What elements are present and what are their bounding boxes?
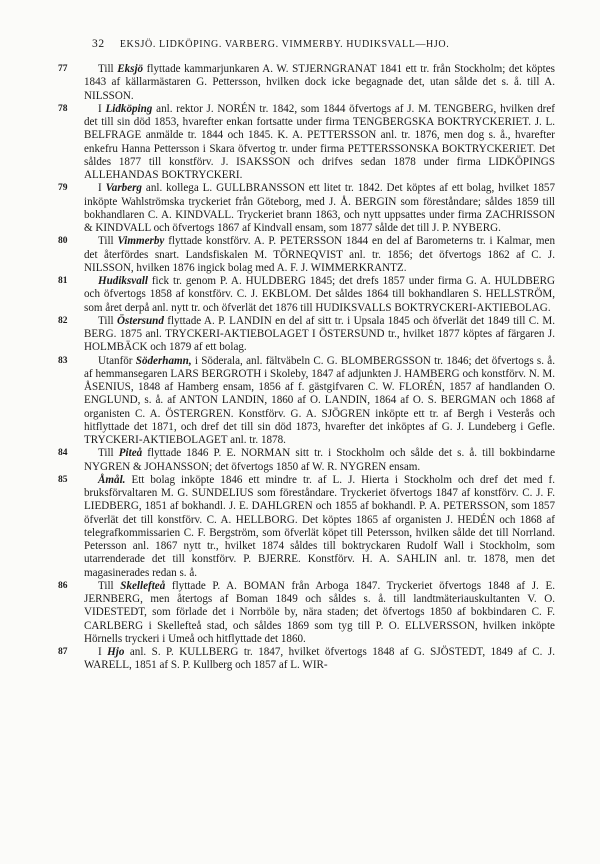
entry-number: 83 xyxy=(58,355,68,366)
entry-77 xyxy=(58,63,555,103)
place-name: Söderhamn, xyxy=(135,354,192,367)
entry-80 xyxy=(58,235,555,275)
entry-text: flyttade P. A. BOMAN från Arboga 1847. Tryckeriet öfvertogs 1848 af J. E. JERNBERG, men återtogs af Boman 1849 och såldes s. å. till landtmäteriauskultanten V. O. VIDESTEDT, som förlade det i Norrböle by, nära staden; det öfvertogs 1850 af bokbindaren C. F. CARLBERG i Skellefteå stad, och såldes 1869 som tyg till P. O. ELLVERSSON, hvilken inköpte Hörnells tryckeri i Umeå och hitflyttade det 1860. xyxy=(84,579,555,645)
entry-79 xyxy=(58,182,555,235)
entry-83 xyxy=(58,355,555,448)
entry-text: anl. rektor J. NORÉN tr. 1842, som 1844 öfvertogs af J. M. TENGBERG, hvilken dref det till sin död 1853, hvarefter enkan fortsatte under firma TENGBERGSKA BOKTRYCKERIET. J. L. BELFRAGE anmälde tr. 1844 och 1845. K. A. PETTERSSON anl. tr. 1876, men dog s. å., hvarefter enkefru Hanna Pettersson i Skara öfvertog tr. under firma PETTERSSONSKA BOKTRYCKERIET. Det såldes 1877 till konstförv. J. ISAKSSON och drifves sedan 1878 under firma LIDKÖPINGS ALLEHANDAS BOKTRYCKERI. xyxy=(84,102,555,181)
entry-81 xyxy=(58,275,555,315)
entry-lead: Till xyxy=(98,579,114,592)
place-name: Eksjö xyxy=(117,63,144,75)
entry-number: 79 xyxy=(58,183,68,194)
entry-85 xyxy=(58,474,555,580)
entry-number: 85 xyxy=(58,474,68,485)
entry-text: anl. S. P. KULLBERG tr. 1847, hvilket öfvertogs 1848 af G. SJÖSTEDT, 1849 af C. J. WARELL, 1851 af S. P. Kullberg och 1857 af L. WIR- xyxy=(84,646,555,672)
entry-text: flyttade A. P. LANDIN en del af sitt tr. i Upsala 1845 och öfverlät det 1849 till C. M. BERG. 1875 anl. TRYCKERI-AKTIEBOLAGET I ÖSTERSUND tr., hvilket 1877 köptes af färgaren J. HOLMBÄCK och 1879 af ett bolag. xyxy=(84,314,555,354)
entry-lead: Utanför xyxy=(98,354,133,367)
entry-lead: Till xyxy=(98,447,114,460)
entry-number: 81 xyxy=(58,276,68,286)
place-name: Skellefteå xyxy=(120,579,166,592)
entry-lead: I xyxy=(98,102,102,115)
place-name: Åmål. xyxy=(98,473,126,486)
entry-84 xyxy=(58,447,555,474)
entry-82 xyxy=(58,315,555,355)
entry-86 xyxy=(58,580,555,646)
entry-87 xyxy=(58,646,555,673)
entry-list xyxy=(58,63,555,673)
entry-lead: Till xyxy=(98,235,114,248)
place-name: Vimmerby xyxy=(117,235,165,248)
entry-number: 82 xyxy=(58,315,68,326)
place-name: Varberg xyxy=(105,182,142,195)
place-name: Hjo xyxy=(107,646,125,658)
place-name: Östersund xyxy=(117,314,164,327)
entry-lead: Till xyxy=(98,314,114,327)
entry-text: flyttade konstförv. A. P. PETERSSON 1844 en del af Barometerns tr. i Kalmar, men det återfördes snart. Landsfiskalen M. TÖRNEQVIST anl. tr. 1856; det öfvertogs 1862 af C. J. NILSSON, hvilken 1876 ingick bolag med A. F. J. WIMMERKRANTZ. xyxy=(84,235,556,274)
entry-number: 77 xyxy=(58,64,68,74)
place-name: Lidköping xyxy=(105,102,153,115)
entry-text: flyttade kammarjunkaren A. W. STJERNGRANAT 1841 ett tr. från Stockholm; det köptes 1843 af källarmästaren G. Pettersson, hvilken dock icke begagnade det, utan sålde det s. å. till A. NILSSON. xyxy=(84,63,555,102)
entry-78 xyxy=(58,103,555,183)
entry-number: 87 xyxy=(58,647,68,657)
running-title: EKSJÖ. LIDKÖPING. VARBERG. VIMMERBY. HUDIKSVALL—HJO. xyxy=(119,39,450,50)
entry-lead: I xyxy=(98,182,102,195)
entry-text: fick tr. genom P. A. HULDBERG 1845; det drefs 1857 under firma G. A. HULDBERG och öfvertogs 1858 af konstförv. C. J. EKBLOM. Det såldes 1864 till bokhandlaren S. HELLSTRÖM, som året derpå anl. nytt tr. och öfverlät det 1876 till HUDIKSVALLS BOKTRYCKERI-AKTIEBOLAG. xyxy=(84,275,555,314)
page-number: 32 xyxy=(92,38,105,50)
place-name: Piteå xyxy=(118,447,143,460)
running-header xyxy=(92,38,562,50)
place-name: Hudiksvall xyxy=(98,275,148,287)
entry-text: flyttade 1846 P. E. NORMAN sitt tr. i Stockholm och sålde det s. å. till bokbindarne NYGREN & JOHANSSON; det öfvertogs 1850 af W. R. NYGREN ensam. xyxy=(84,447,555,473)
entry-number: 84 xyxy=(58,448,68,459)
entry-number: 86 xyxy=(58,580,68,591)
entry-lead: Till xyxy=(98,63,114,75)
entry-text: Ett bolag inköpte 1846 ett mindre tr. af L. J. Hierta i Stockholm och dref det med f. bruksförvaltaren M. G. SUNDELIUS som föreståndare. Tryckeriet öfvertogs 1847 af konstförv. C. J. F. LIEDBERG, 1851 af bokhandl. J. E. DAHLGREN och 1855 af bokhandl. P. A. PETERSSON, som 1857 öfverlät det till konstförv. C. A. HELLBORG. Det köptes 1865 af organisten J. HEDÉN och 1868 af telegrafkommissarien C. F. Bergström, som öfverlät köpet till Petersson, hvilken sålde det till Norrland. Petersson anl. 1867 nytt tr., hvilket 1874 såldes till boktryckaren Rudolf Wall i Stockholm, som utarrenderade det till konstförv. P. BJERRE. Konstförv. H. A. SAHLIN anl. tr. 1878, men det magasinerades redan s. å. xyxy=(84,473,555,579)
entry-lead: I xyxy=(98,646,102,658)
entry-number: 80 xyxy=(58,236,68,247)
entry-text: anl. kollega L. GULLBRANSSON ett litet tr. 1842. Det köptes af ett bolag, hvilket 1857 inköpte Wahlströmska tryckeriet från Göteborg, med J. Å. BERGIN som föreståndare; såldes 1859 till bokhandlaren C. A. KINDVALL. Tryckeriet brann 1863, och nytt uppsattes under firma ZACHRISSON & KINDVALL och öfvertogs 1867 af Kindvall ensam, som 1877 sålde det till J. P. NYBERG. xyxy=(84,182,556,234)
entry-number: 78 xyxy=(58,103,68,114)
entry-text: i Söderala, anl. fältväbeln C. G. BLOMBERGSSON tr. 1846; det öfvertogs s. å. af hemmansegaren LARS BERGROTH i Skoleby, 1847 af adjunkten J. HAMBERG och konstförv. N. M. ÅSENIUS, 1848 af Hamberg ensam, 1856 af f. gästgifvaren C. W. FLORÉN, 1857 af handlanden O. ENGLUND, s. å. af ANTON LANDIN, 1860 af O. LANDIN, 1864 af O. S. BERGMAN och 1868 af organisten C. A. ÖSTERGREN. Konstförv. G. A. SJÖGREN inköpte ett tr. af Bergh i Vesterås och hitflyttade det 1871, och dref det till sin död 1873, hvarefter det inköptes af G. J. Lundeberg i Gefle. TRYCKERI-AKTIEBOLAGET anl. tr. 1878. xyxy=(84,354,555,446)
